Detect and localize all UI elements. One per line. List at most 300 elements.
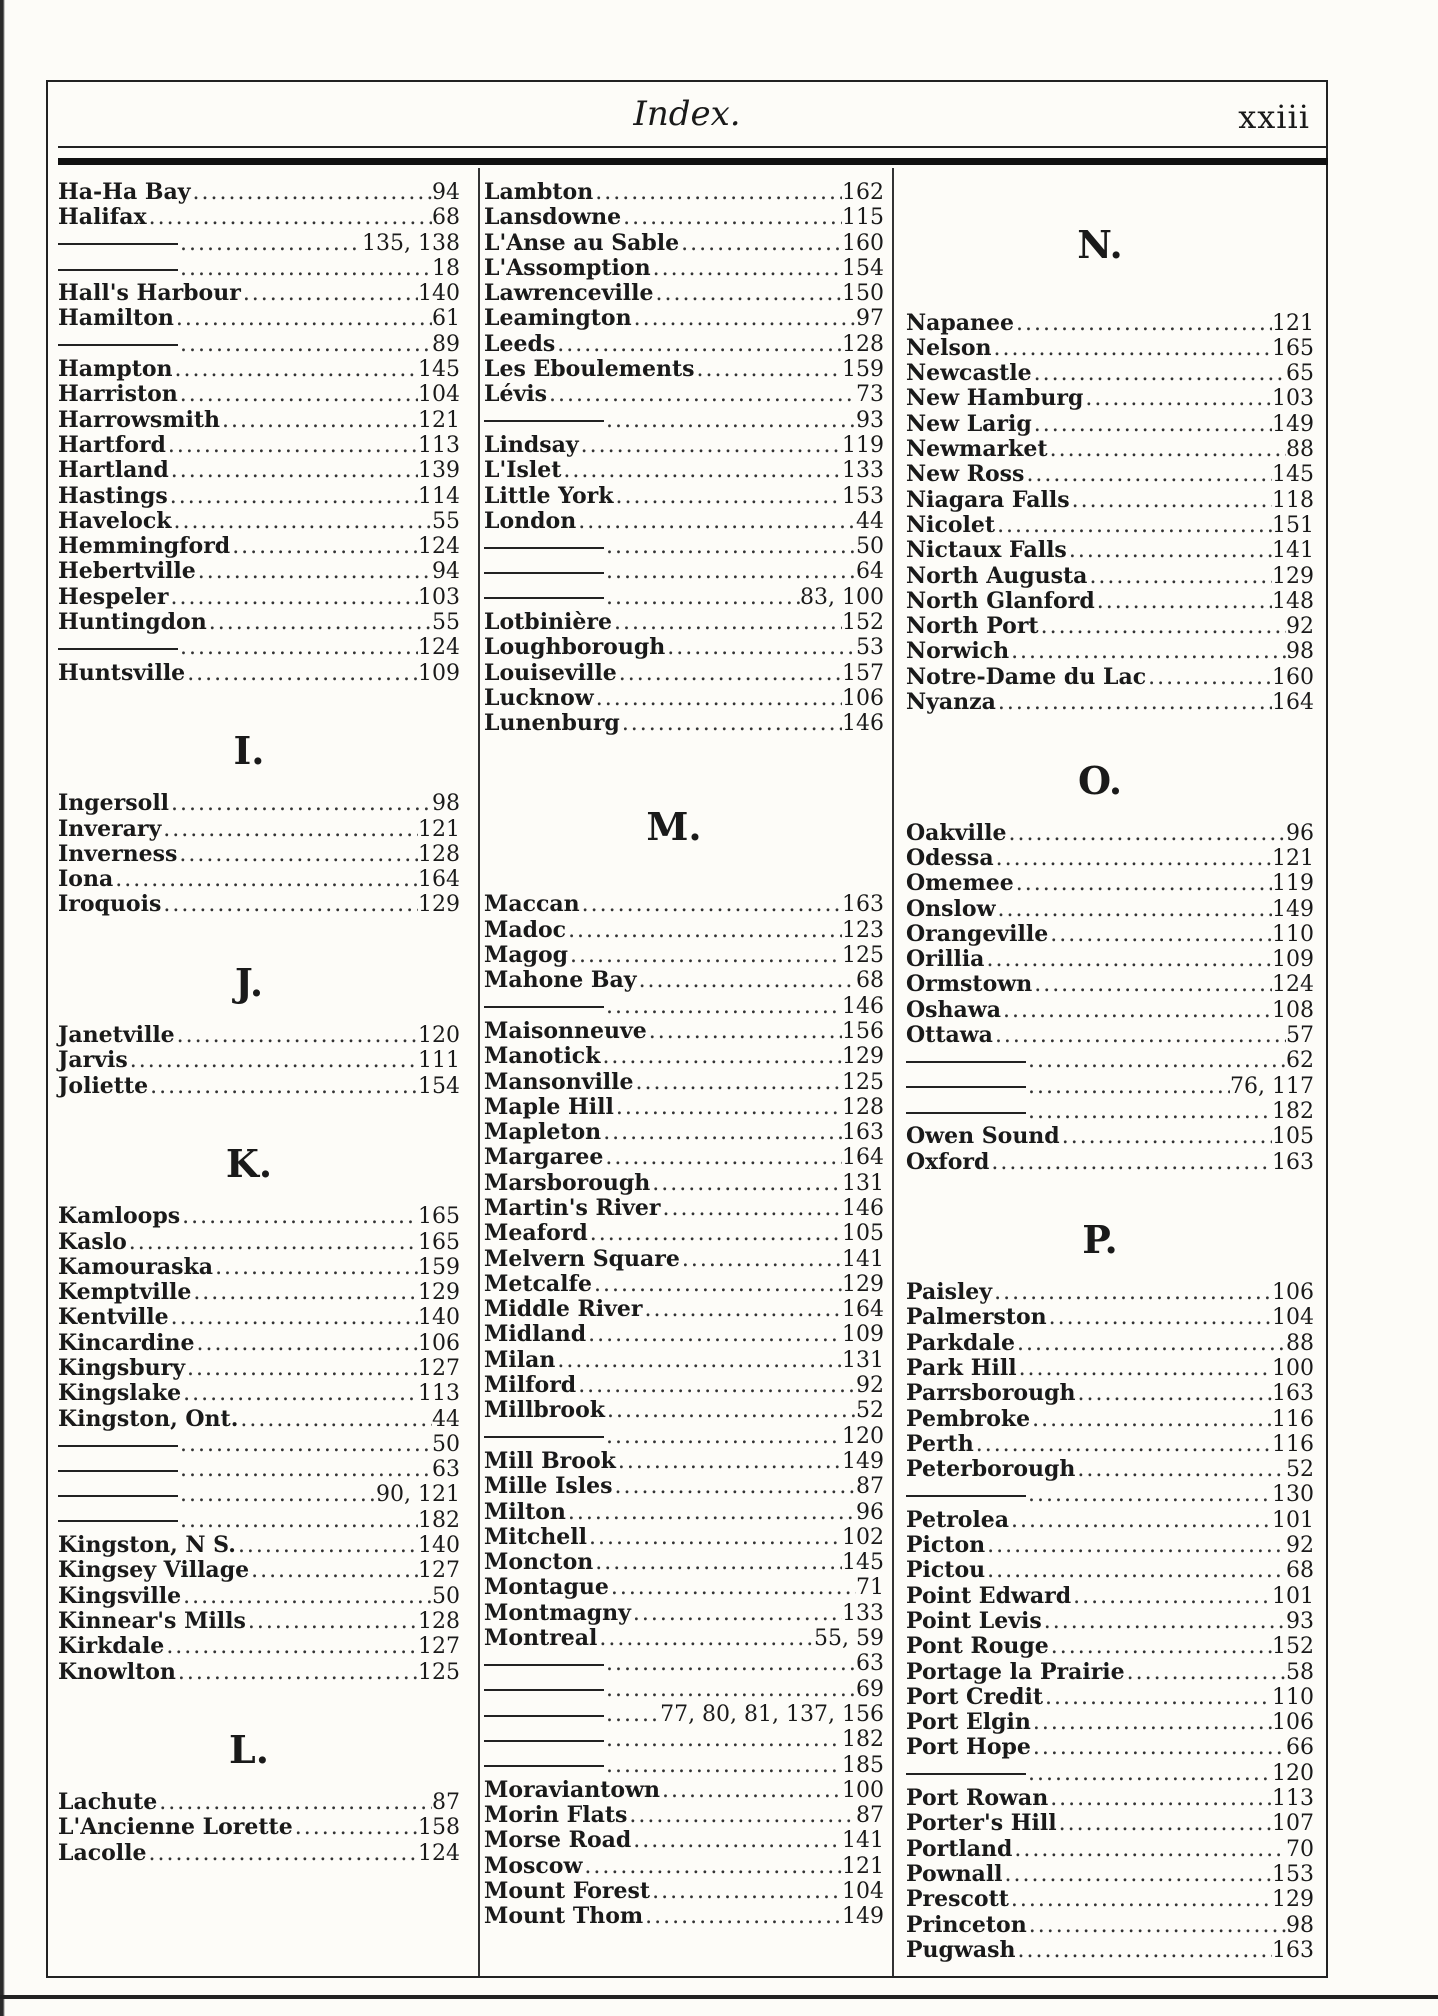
dot-leader xyxy=(984,947,1272,972)
index-entry xyxy=(906,1432,1314,1457)
dot-leader xyxy=(603,1145,842,1170)
index-entry xyxy=(906,614,1314,639)
dot-leader xyxy=(128,1048,418,1073)
section-letter-heading: N. xyxy=(1077,222,1123,268)
index-entry xyxy=(58,842,460,867)
entry-name: New Hamburg xyxy=(906,385,1084,412)
entry-name: Newcastle xyxy=(906,360,1032,387)
entry-page: 116 xyxy=(1272,1406,1314,1432)
entry-name: Hall's Harbour xyxy=(58,280,241,307)
entry-name: Perth xyxy=(906,1430,974,1457)
index-entry xyxy=(906,1609,1314,1634)
index-entry xyxy=(906,564,1314,589)
index-entry xyxy=(58,1660,460,1685)
dot-leader xyxy=(985,1558,1286,1583)
index-entry xyxy=(484,635,884,660)
dot-leader xyxy=(178,231,362,256)
dot-leader xyxy=(582,1854,842,1879)
entry-page: 94 xyxy=(432,559,460,585)
entry-page: 159 xyxy=(842,357,884,383)
entry-page: 50 xyxy=(432,1583,460,1609)
entry-page: 87 xyxy=(856,1803,884,1829)
entry-page: 106 xyxy=(418,1330,460,1356)
entry-page: 164 xyxy=(418,867,460,893)
index-entry xyxy=(906,1913,1314,1938)
index-entry xyxy=(484,1297,884,1322)
entry-name: Milan xyxy=(484,1346,556,1373)
entry-name: Lansdowne xyxy=(484,204,622,231)
entry-page: 124 xyxy=(418,534,460,560)
dot-leader xyxy=(180,1204,418,1229)
entry-page: 133 xyxy=(842,458,884,484)
dot-leader xyxy=(1031,1710,1272,1735)
ditto-dash xyxy=(484,1006,604,1008)
dot-leader xyxy=(191,180,432,205)
entry-name: Orillia xyxy=(906,946,985,973)
dot-leader xyxy=(992,1280,1272,1305)
dot-leader xyxy=(600,1044,842,1069)
entry-page: 163 xyxy=(1272,1381,1314,1407)
index-entry xyxy=(484,458,884,483)
dot-leader xyxy=(1016,1938,1273,1963)
spacer xyxy=(484,867,884,892)
index-entry xyxy=(484,484,884,509)
dot-leader xyxy=(985,1533,1286,1558)
index-entry xyxy=(58,1280,460,1305)
entry-page: 98 xyxy=(432,791,460,817)
index-entry xyxy=(58,867,460,892)
dot-leader xyxy=(604,1727,842,1752)
index-entry xyxy=(58,1841,460,1866)
index-entry xyxy=(58,1533,460,1558)
dot-leader xyxy=(665,635,856,660)
index-entry xyxy=(906,1331,1314,1356)
dot-leader xyxy=(1060,1124,1272,1149)
index-entry xyxy=(58,281,460,306)
index-entry xyxy=(58,408,460,433)
entry-name: Morse Road xyxy=(484,1827,632,1854)
dot-leader xyxy=(293,1815,418,1840)
dot-leader xyxy=(1048,437,1286,462)
entry-name: Ha-Ha Bay xyxy=(58,179,191,205)
dot-leader xyxy=(161,817,418,842)
dot-leader xyxy=(660,1778,842,1803)
dot-leader xyxy=(1146,665,1272,690)
entry-page: 92 xyxy=(1286,1533,1314,1559)
entry-name: Oakville xyxy=(906,819,1007,846)
entry-name: Pembroke xyxy=(906,1405,1031,1432)
index-entry xyxy=(484,1373,884,1398)
entry-name: Port Rowan xyxy=(906,1785,1049,1812)
entry-page: 120 xyxy=(1272,1760,1314,1786)
entry-page: 71 xyxy=(856,1575,884,1601)
entry-page: 149 xyxy=(842,1904,884,1930)
entry-page: 159 xyxy=(418,1254,460,1280)
dot-leader xyxy=(1095,589,1272,614)
entry-page: 145 xyxy=(418,357,460,383)
index-entry xyxy=(58,1407,460,1432)
entry-page: 106 xyxy=(1272,1710,1314,1736)
entry-name: Huntsville xyxy=(58,659,186,686)
index-entry xyxy=(58,1457,460,1482)
bottom-edge-rule xyxy=(0,1995,1438,1999)
entry-name: L'Anse au Sable xyxy=(484,229,680,256)
entry-name: Parkdale xyxy=(906,1329,1016,1356)
index-entry xyxy=(484,509,884,534)
index-entry xyxy=(58,817,460,842)
dot-leader xyxy=(609,1575,856,1600)
entry-page: 96 xyxy=(1286,820,1314,846)
entry-page: 153 xyxy=(842,483,884,509)
dot-leader xyxy=(680,1247,842,1272)
dot-leader xyxy=(612,610,842,635)
entry-name: Little York xyxy=(484,482,614,509)
entry-name: Kingston, Ont. xyxy=(58,1405,239,1432)
dot-leader xyxy=(230,534,418,559)
index-entry xyxy=(484,332,884,357)
ditto-dash xyxy=(58,269,178,271)
entry-name: Notre-Dame du Lac xyxy=(906,663,1147,690)
entry-page: 113 xyxy=(418,1381,460,1407)
entry-page: 141 xyxy=(1272,538,1314,564)
entry-page: 53 xyxy=(856,635,884,661)
entry-page: 115 xyxy=(842,205,884,231)
index-entry xyxy=(906,690,1314,715)
index-entry xyxy=(484,1449,884,1474)
entry-page: 89 xyxy=(432,331,460,357)
index-entry xyxy=(58,534,460,559)
index-entry xyxy=(906,1685,1314,1710)
dot-leader xyxy=(147,1841,418,1866)
entry-name: North Augusta xyxy=(906,562,1088,589)
entry-page: 58 xyxy=(1286,1659,1314,1685)
index-entry xyxy=(484,1070,884,1095)
index-entry xyxy=(484,1854,884,1879)
entry-name: Metcalfe xyxy=(484,1270,592,1297)
entry-name: Hartford xyxy=(58,431,166,458)
index-entry xyxy=(484,256,884,281)
entry-name: Halifax xyxy=(58,204,147,231)
dot-leader xyxy=(679,231,842,256)
entry-name: Paisley xyxy=(906,1279,993,1306)
entry-page: 154 xyxy=(842,255,884,281)
index-entry xyxy=(906,972,1314,997)
dot-leader xyxy=(989,1150,1272,1175)
dot-leader xyxy=(604,1677,856,1702)
entry-page: 50 xyxy=(432,1431,460,1457)
entry-page: 52 xyxy=(856,1398,884,1424)
entry-page: 128 xyxy=(842,1094,884,1120)
dot-leader xyxy=(181,1584,432,1609)
entry-page: 140 xyxy=(418,1305,460,1331)
entry-page: 164 xyxy=(842,1297,884,1323)
entry-page: 165 xyxy=(418,1204,460,1230)
entry-name: Kincardine xyxy=(58,1329,195,1356)
entry-page: 88 xyxy=(1286,437,1314,463)
entry-page: 63 xyxy=(432,1457,460,1483)
entry-page: 50 xyxy=(856,534,884,560)
dot-leader xyxy=(1026,1074,1230,1099)
entry-name: Manotick xyxy=(484,1043,601,1070)
dot-leader xyxy=(246,1609,418,1634)
dot-leader xyxy=(601,1120,842,1145)
entry-name: Moscow xyxy=(484,1852,583,1879)
ditto-dash xyxy=(906,1112,1026,1114)
entry-name: Port Credit xyxy=(906,1683,1044,1710)
entry-name: Kamloops xyxy=(58,1203,181,1230)
entry-page: 182 xyxy=(418,1507,460,1533)
entry-name: Marsborough xyxy=(484,1169,651,1196)
dot-leader xyxy=(173,357,418,382)
entry-name: L'Assomption xyxy=(484,254,651,281)
index-entry xyxy=(484,585,884,610)
dot-leader xyxy=(650,1879,842,1904)
entry-page: 76, 117 xyxy=(1230,1073,1314,1099)
entry-page: 93 xyxy=(1286,1608,1314,1634)
dot-leader xyxy=(172,509,433,534)
ditto-dash xyxy=(484,597,604,599)
entry-name: Hastings xyxy=(58,482,168,509)
entry-page: 103 xyxy=(1272,386,1314,412)
entry-page: 154 xyxy=(418,1073,460,1099)
entry-name: Mille Isles xyxy=(484,1473,613,1500)
index-entry xyxy=(906,386,1314,411)
dot-leader xyxy=(661,1196,842,1221)
dot-leader xyxy=(604,1424,842,1449)
entry-page: 121 xyxy=(418,816,460,842)
entry-page: 104 xyxy=(418,382,460,408)
dot-leader xyxy=(587,1525,842,1550)
entry-page: 94 xyxy=(432,180,460,205)
entry-page: 55 xyxy=(432,610,460,636)
dot-leader xyxy=(178,1432,432,1457)
entry-page: 125 xyxy=(842,1069,884,1095)
entry-name: Palmerston xyxy=(906,1304,1047,1331)
dot-leader xyxy=(627,1803,856,1828)
index-entry xyxy=(484,1601,884,1626)
index-entry xyxy=(484,1019,884,1044)
entry-name: Park Hill xyxy=(906,1354,1017,1381)
dot-leader xyxy=(695,357,842,382)
index-entry xyxy=(58,1255,460,1280)
index-entry xyxy=(906,897,1314,922)
index-entry xyxy=(58,306,460,331)
dot-leader xyxy=(249,1558,418,1583)
entry-name: Mahone Bay xyxy=(484,967,637,994)
entry-page: 63 xyxy=(856,1651,884,1677)
entry-page: 64 xyxy=(856,559,884,585)
entry-name: Odessa xyxy=(906,844,994,871)
entry-name: Hemmingford xyxy=(58,533,231,560)
index-entry xyxy=(906,311,1314,336)
entry-page: 129 xyxy=(418,1280,460,1306)
index-entry xyxy=(58,1305,460,1330)
index-entry xyxy=(484,231,884,256)
dot-leader xyxy=(127,1230,418,1255)
entry-page: 133 xyxy=(842,1600,884,1626)
dot-leader xyxy=(1083,386,1272,411)
index-entry xyxy=(58,1634,460,1659)
index-entry xyxy=(58,1230,460,1255)
spacer xyxy=(58,918,460,943)
entry-name: Moraviantown xyxy=(484,1776,661,1803)
entry-page: 61 xyxy=(432,306,460,332)
entry-page: 128 xyxy=(842,331,884,357)
index-entry xyxy=(906,1862,1314,1887)
ditto-dash xyxy=(58,648,178,650)
dot-leader xyxy=(1026,1761,1272,1786)
dot-leader xyxy=(620,711,842,736)
spacer xyxy=(58,1685,460,1710)
entry-name: Mitchell xyxy=(484,1523,587,1550)
index-entry xyxy=(484,1778,884,1803)
entry-name: Pictou xyxy=(906,1557,986,1584)
entry-page: 124 xyxy=(418,635,460,661)
dot-leader xyxy=(220,408,418,433)
index-entry xyxy=(484,1196,884,1221)
ditto-dash xyxy=(484,547,604,549)
entry-name: Kamouraska xyxy=(58,1253,214,1280)
dot-leader xyxy=(194,1331,418,1356)
index-entry xyxy=(58,661,460,686)
index-entry xyxy=(58,509,460,534)
entry-name: Mapleton xyxy=(484,1119,602,1146)
index-entry xyxy=(906,1381,1314,1406)
dot-leader xyxy=(1125,1660,1286,1685)
entry-page: 149 xyxy=(842,1448,884,1474)
index-entry xyxy=(484,1044,884,1069)
entry-name: Janetville xyxy=(58,1022,175,1049)
index-entry xyxy=(484,994,884,1019)
entry-page: 127 xyxy=(418,1558,460,1584)
entry-page: 129 xyxy=(842,1271,884,1297)
index-entry xyxy=(484,382,884,407)
entry-name: Margaree xyxy=(484,1144,604,1171)
dot-leader xyxy=(1047,1305,1272,1330)
dot-leader xyxy=(1012,1837,1286,1862)
entry-name: Joliette xyxy=(58,1072,149,1099)
index-entry xyxy=(484,1398,884,1423)
index-entry xyxy=(484,1474,884,1499)
index-entry xyxy=(58,1023,460,1048)
entry-name: Maple Hill xyxy=(484,1093,614,1120)
ditto-dash xyxy=(58,1520,178,1522)
page-title: Index. xyxy=(633,94,741,134)
entry-name: Nelson xyxy=(906,334,992,361)
dot-leader xyxy=(617,661,842,686)
dot-leader xyxy=(616,1449,842,1474)
dot-leader xyxy=(613,1474,857,1499)
index-entry xyxy=(906,513,1314,538)
index-entry xyxy=(906,1508,1314,1533)
entry-page: 148 xyxy=(1272,588,1314,614)
entry-name: Inverness xyxy=(58,840,178,867)
entry-name: Kinnear's Mills xyxy=(58,1607,246,1634)
ditto-dash xyxy=(58,243,178,245)
index-entry xyxy=(906,1099,1314,1124)
index-entry xyxy=(906,1786,1314,1811)
dot-leader xyxy=(113,867,418,892)
index-entry xyxy=(906,998,1314,1023)
entry-page: 113 xyxy=(1272,1786,1314,1812)
dot-leader xyxy=(1032,412,1272,437)
index-entry xyxy=(906,846,1314,871)
entry-page: 96 xyxy=(856,1499,884,1525)
entry-page: 140 xyxy=(418,281,460,307)
entry-name: Petrolea xyxy=(906,1506,1009,1533)
dot-leader xyxy=(996,690,1272,715)
entry-name: Montague xyxy=(484,1574,609,1601)
entry-name: North Port xyxy=(906,613,1039,640)
dot-leader xyxy=(650,1171,842,1196)
entry-page: 160 xyxy=(842,230,884,256)
entry-page: 165 xyxy=(1272,335,1314,361)
entry-page: 104 xyxy=(842,1879,884,1904)
entry-name: Omemee xyxy=(906,870,1014,897)
dot-leader xyxy=(1009,1508,1272,1533)
index-entry xyxy=(58,1331,460,1356)
entry-page: 104 xyxy=(1272,1305,1314,1331)
entry-name: Millbrook xyxy=(484,1397,605,1424)
dot-leader xyxy=(1049,1634,1272,1659)
entry-name: Iona xyxy=(58,866,114,893)
entry-page: 129 xyxy=(418,892,460,918)
dot-leader xyxy=(185,661,418,686)
section-letter-heading: M. xyxy=(646,804,702,850)
dot-leader xyxy=(169,1305,418,1330)
entry-page: 127 xyxy=(418,1634,460,1660)
dot-leader xyxy=(566,1500,856,1525)
index-entry xyxy=(58,458,460,483)
index-entry xyxy=(58,1482,460,1507)
index-entry xyxy=(58,1609,460,1634)
index-entry xyxy=(58,180,460,205)
index-entry xyxy=(58,433,460,458)
spacer xyxy=(906,1175,1314,1200)
entry-page: 158 xyxy=(418,1815,460,1841)
entry-name: Havelock xyxy=(58,507,172,534)
entry-name: Madoc xyxy=(484,916,567,943)
entry-name: Pugwash xyxy=(906,1936,1016,1963)
entry-name: New Ross xyxy=(906,461,1025,488)
entry-name: Kingslake xyxy=(58,1380,182,1407)
entry-page: 88 xyxy=(1286,1330,1314,1356)
dot-leader xyxy=(1067,538,1272,563)
entry-page: 109 xyxy=(418,660,460,686)
entry-page: 163 xyxy=(1272,1937,1314,1963)
dot-leader xyxy=(169,585,419,610)
index-entry xyxy=(58,585,460,610)
dot-leader xyxy=(1075,1457,1286,1482)
index-entry xyxy=(484,559,884,584)
dot-leader xyxy=(996,897,1272,922)
index-entry xyxy=(906,1938,1314,1963)
entry-page: 128 xyxy=(418,1608,460,1634)
entry-name: Newmarket xyxy=(906,436,1048,463)
header-rule-thick xyxy=(58,158,1328,165)
entry-page: 105 xyxy=(842,1221,884,1247)
entry-page: 68 xyxy=(856,968,884,994)
entry-name: Princeton xyxy=(906,1911,1027,1938)
dot-leader xyxy=(593,1550,842,1575)
index-entry xyxy=(906,665,1314,690)
entry-name: Prescott xyxy=(906,1886,1009,1913)
dot-leader xyxy=(1014,871,1272,896)
entry-page: 100 xyxy=(842,1777,884,1803)
dot-leader xyxy=(566,918,842,943)
page-number: xxiii xyxy=(1238,98,1310,136)
dot-leader xyxy=(1075,1381,1272,1406)
